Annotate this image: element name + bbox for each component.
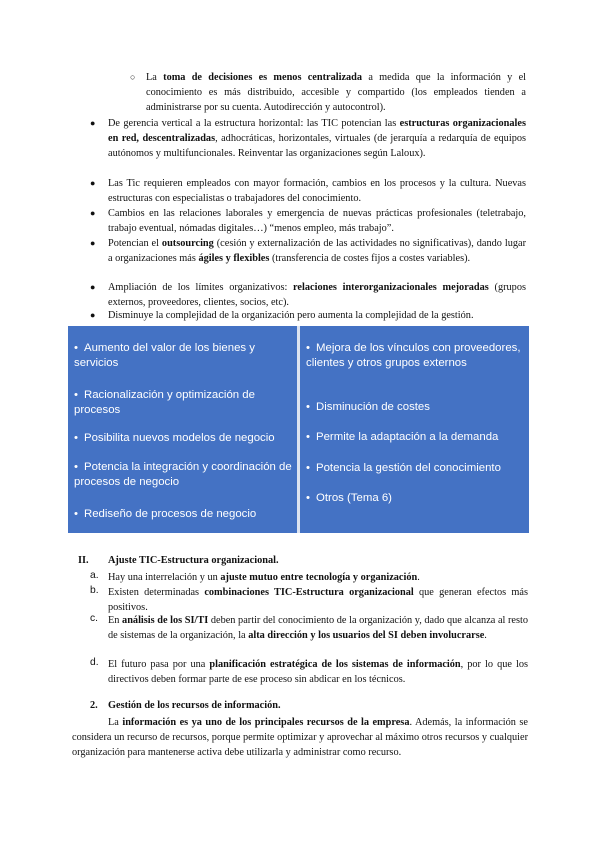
bullet-marker: ● bbox=[90, 118, 96, 128]
list-letter: d. bbox=[90, 657, 99, 668]
section-title: Ajuste TIC-Estructura organizacional. bbox=[108, 555, 279, 566]
bullet-marker: ● bbox=[90, 238, 96, 248]
bullet-item: Las Tic requieren empleados con mayor formación, cambios en los procesos y la cultura. Nuevas estructuras con especialistas o trabajadores del conocimiento. bbox=[108, 178, 526, 204]
section-number: 2. bbox=[90, 700, 98, 711]
benefits-left-column bbox=[68, 326, 297, 533]
list-item: Hay una interrelación y un ajuste mutuo entre tecnología y organización. bbox=[108, 572, 420, 583]
bullet-marker: ● bbox=[90, 178, 96, 188]
benefit-item: • Rediseño de procesos de negocio bbox=[74, 508, 257, 520]
bullet-item: Ampliación de los límites organizativos: relaciones interorganizacionales mejoradas (grupos externos, proveedores, clientes, socios, etc). bbox=[108, 282, 526, 308]
benefit-item: • Aumento del valor de los bienes y servicios bbox=[74, 342, 255, 369]
benefit-item: • Posibilita nuevos modelos de negocio bbox=[74, 432, 275, 444]
benefit-item: • Otros (Tema 6) bbox=[306, 492, 392, 504]
sub-bullet-marker: ○ bbox=[130, 72, 136, 82]
section-title: Gestión de los recursos de información. bbox=[108, 700, 281, 711]
list-letter: b. bbox=[90, 585, 99, 596]
list-item: Existen determinadas combinaciones TIC-Estructura organizacional que generan efectos más positivos. bbox=[108, 587, 528, 613]
sub-bullet-text: La toma de decisiones es menos centralizada a medida que la información y el conocimiento es más distribuido, accesible y compartido (los empleados tienden a administrarse por su cuenta. Autodirección y autocontrol). bbox=[146, 72, 526, 113]
benefit-item: • Permite la adaptación a la demanda bbox=[306, 431, 499, 443]
bullet-marker: ● bbox=[90, 282, 96, 292]
benefit-item: • Mejora de los vínculos con proveedores, clientes y otros grupos externos bbox=[306, 342, 521, 369]
bullet-item: Cambios en las relaciones laborales y emergencia de nuevas prácticas profesionales (teletrabajo, trabajo eventual, nómadas digitales…) “menos empleo, más trabajo”. bbox=[108, 208, 526, 234]
section-numeral: II. bbox=[78, 555, 89, 566]
bullet-item: De gerencia vertical a la estructura horizontal: las TIC potencian las estructuras organizacionales en red, descentralizadas, adhocráticas, horizontales, virtuales (de jerarquía a redarquía de equipos autónomos y multifuncionales. Reinventar las organizaciones según Laloux). bbox=[108, 118, 526, 159]
bullet-item: Disminuye la complejidad de la organización pero aumenta la complejidad de la gestión. bbox=[108, 310, 474, 321]
benefit-item: • Disminución de costes bbox=[306, 401, 430, 413]
benefits-box bbox=[68, 326, 529, 533]
benefit-item: • Potencia la integración y coordinación de procesos de negocio bbox=[74, 461, 292, 488]
benefits-right-column bbox=[300, 326, 529, 533]
list-letter: c. bbox=[90, 613, 99, 624]
list-letter: a. bbox=[90, 570, 99, 581]
bullet-marker: ● bbox=[90, 208, 96, 218]
bullet-item: Potencian el outsourcing (cesión y externalización de las actividades no significativas), dando lugar a organizaciones más ágiles y flexibles (transferencia de costes fijos a costes variables). bbox=[108, 238, 526, 264]
list-item: En análisis de los SI/TI deben partir del conocimiento de la organización y, dado que alcanza al resto de sistemas de la organización, la alta dirección y los usuarios del SI deben involucrarse. bbox=[108, 615, 528, 641]
list-item: El futuro pasa por una planificación estratégica de los sistemas de información, por lo que los directivos deben formar parte de ese proceso sin abdicar en los técnicos. bbox=[108, 659, 528, 685]
benefit-item: • Racionalización y optimización de procesos bbox=[74, 389, 255, 416]
bullet-marker: ● bbox=[90, 310, 96, 320]
section-paragraph: La información es ya uno de los principales recursos de la empresa. Además, la información se considera un recurso de recursos, porque permite optimizar y aprovechar al máximo otros recursos y cualquier organización para mantenerse activa debe utilizarla y administrar como recurso. bbox=[72, 717, 528, 758]
benefit-item: • Potencia la gestión del conocimiento bbox=[306, 462, 501, 474]
